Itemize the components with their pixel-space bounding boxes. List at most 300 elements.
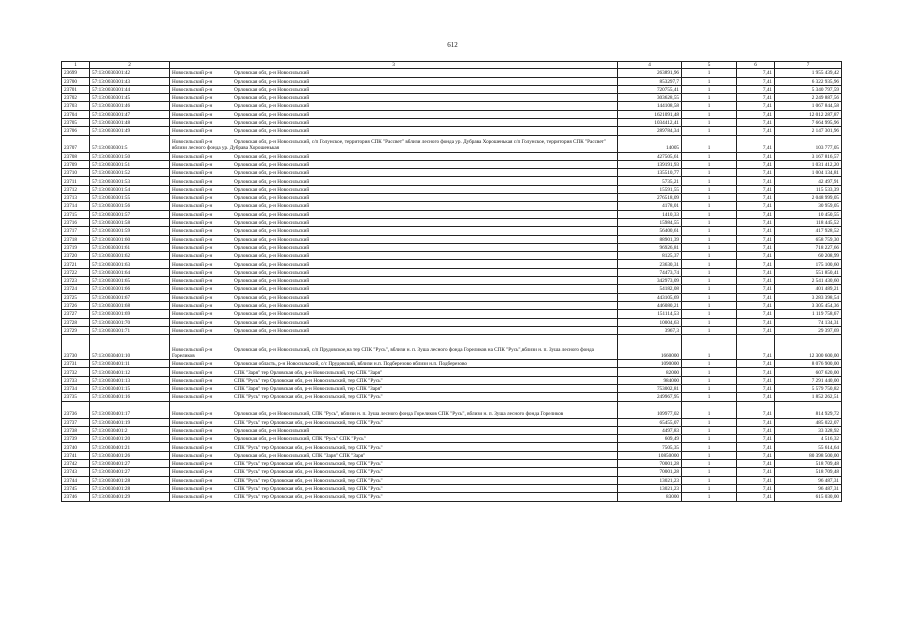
table-row <box>62 218 842 226</box>
address-text: Орловская обл, р-н Новосильский, СПК "Русь" СПК "Русь" <box>234 436 366 443</box>
rate-cell: 7,41 <box>737 285 775 293</box>
rate-cell: 7,41 <box>737 169 775 177</box>
table-row <box>62 85 842 93</box>
rate-cell: 7,41 <box>737 102 775 110</box>
row-number-cell: 23733 <box>62 376 90 384</box>
table-row <box>62 185 842 193</box>
area-cell: 1034412,41 <box>618 118 682 126</box>
district-label: Новосильский р-н <box>172 195 213 202</box>
cadastral-number-cell: 57:13:0030301:62 <box>90 252 170 260</box>
rate-cell: 7,41 <box>737 202 775 210</box>
area-cell: 135510,77 <box>618 169 682 177</box>
address-text: Орловская обл, р-н Новосильский <box>234 128 310 135</box>
row-number-cell: 23744 <box>62 476 90 484</box>
district-label: Новосильский р-н <box>172 236 213 243</box>
value-cell: 60 208,99 <box>775 252 842 260</box>
cadastral-number-cell: 57:13:0030301:51 <box>90 160 170 168</box>
area-cell: 109977,02 <box>618 401 682 418</box>
value-cell: 29 397,69 <box>775 326 842 334</box>
table-row <box>62 435 842 443</box>
rate-cell: 7,41 <box>737 360 775 368</box>
table-row <box>62 310 842 318</box>
count-cell: 1 <box>682 177 737 185</box>
location-cell <box>170 360 618 368</box>
cadastral-number-cell: 57:13:0030401:13 <box>90 376 170 384</box>
location-cell <box>170 185 618 193</box>
table-row <box>62 160 842 168</box>
address-text: Орловская область, р-н Новосильский, с/с Прудовский, вблизи н.п. Подберезово вблизи н.п. Подберезово <box>234 361 468 368</box>
value-cell: 12 300 600,00 <box>775 335 842 360</box>
count-cell: 1 <box>682 252 737 260</box>
address-text: Орловская обл, р-н Новосильский <box>234 327 310 334</box>
header-cell: 3 <box>170 62 618 69</box>
row-number-cell: 23731 <box>62 360 90 368</box>
value-cell: 814 929,72 <box>775 401 842 418</box>
district-label: Новосильский р-н <box>172 361 213 368</box>
location-cell <box>170 368 618 376</box>
rate-cell: 7,41 <box>737 293 775 301</box>
district-label: Новосильский р-н <box>172 419 213 426</box>
cadastral-number-cell: 57:13:0030301:46 <box>90 102 170 110</box>
rate-cell: 7,41 <box>737 177 775 185</box>
value-cell: 80 398 500,00 <box>775 451 842 459</box>
area-cell: 10850000 <box>618 451 682 459</box>
value-cell: 55 614,64 <box>775 443 842 451</box>
district-label: Новосильский р-н <box>172 228 213 235</box>
rate-cell: 7,41 <box>737 135 775 152</box>
area-cell: 1660000 <box>618 335 682 360</box>
row-number-cell: 23710 <box>62 169 90 177</box>
value-cell: 401 489,21 <box>775 285 842 293</box>
count-cell: 1 <box>682 310 737 318</box>
address-text: СПК "Русь" тер Орловская обл, р-н Новосильский, тер СПК "Русь" <box>234 494 383 501</box>
count-cell: 1 <box>682 301 737 309</box>
address-text: Орловская обл, р-н Новосильский <box>234 427 310 434</box>
rate-cell: 7,41 <box>737 368 775 376</box>
rate-cell: 7,41 <box>737 326 775 334</box>
count-cell: 1 <box>682 360 737 368</box>
area-cell: 83000 <box>618 493 682 501</box>
count-cell: 1 <box>682 260 737 268</box>
district-label: Новосильский р-н <box>172 411 213 418</box>
table-row <box>62 301 842 309</box>
row-number-cell: 23734 <box>62 385 90 393</box>
value-cell: 518 709,48 <box>775 460 842 468</box>
row-number-cell: 23700 <box>62 77 90 85</box>
value-cell: 6 322 935,96 <box>775 77 842 85</box>
district-label: Новосильский р-н <box>172 286 213 293</box>
count-cell: 1 <box>682 94 737 102</box>
value-cell: 175 100,60 <box>775 260 842 268</box>
address-text: Орловская обл, р-н Новосильский <box>234 161 310 168</box>
location-cell <box>170 77 618 85</box>
row-number-cell: 23743 <box>62 468 90 476</box>
rate-cell: 7,41 <box>737 460 775 468</box>
cadastral-number-cell: 57:13:0030301:53 <box>90 177 170 185</box>
rate-cell: 7,41 <box>737 260 775 268</box>
row-number-cell: 23730 <box>62 335 90 360</box>
location-cell <box>170 335 618 360</box>
value-cell: 3 283 398,54 <box>775 293 842 301</box>
count-cell: 1 <box>682 160 737 168</box>
address-text: Орловская обл, р-н Новосильский <box>234 220 310 227</box>
table-row <box>62 376 842 384</box>
address-text: Орловская обл, р-н Новосильский <box>234 319 310 326</box>
area-cell: 88901,39 <box>618 235 682 243</box>
district-label: Новосильский р-н <box>172 311 213 318</box>
address-text: СПК "Русь" тер Орловская обл, р-н Новосильский, тер СПК "Русь" <box>234 477 383 484</box>
table-row <box>62 210 842 218</box>
value-cell: 718 227,66 <box>775 243 842 251</box>
location-cell <box>170 135 618 152</box>
district-label: Новосильский р-н <box>172 319 213 326</box>
district-label: Новосильский р-н <box>172 327 213 334</box>
table-row <box>62 177 842 185</box>
row-number-cell: 23714 <box>62 202 90 210</box>
cadastral-number-cell: 57:13:0030401:12 <box>90 368 170 376</box>
area-cell: 1090000 <box>618 360 682 368</box>
district-label: Новосильский р-н <box>172 294 213 301</box>
rate-cell: 7,41 <box>737 376 775 384</box>
header-cell: 7 <box>775 62 842 69</box>
address-text: Орловская обл, р-н Новосильский <box>234 286 310 293</box>
rate-cell: 7,41 <box>737 268 775 276</box>
area-cell: 13021,23 <box>618 484 682 492</box>
count-cell: 1 <box>682 401 737 418</box>
location-cell <box>170 393 618 401</box>
cadastral-number-cell: 57:13:0030301:65 <box>90 277 170 285</box>
rate-cell: 7,41 <box>737 185 775 193</box>
location-cell <box>170 243 618 251</box>
area-cell: 70001,28 <box>618 468 682 476</box>
address-text: Орловская обл, р-н Новосильский <box>234 244 310 251</box>
header-cell: 6 <box>737 62 775 69</box>
cadastral-number-cell: 57:13:0030401:17 <box>90 401 170 418</box>
district-label: Новосильский р-н <box>172 269 213 276</box>
row-number-cell: 23727 <box>62 310 90 318</box>
row-number-cell: 23746 <box>62 493 90 501</box>
rate-cell: 7,41 <box>737 426 775 434</box>
value-cell: 518 709,48 <box>775 468 842 476</box>
area-cell: 14005 <box>618 135 682 152</box>
rate-cell: 7,41 <box>737 401 775 418</box>
area-cell: 446080,21 <box>618 301 682 309</box>
value-cell: 118 445,52 <box>775 218 842 226</box>
address-text: Орловская обл, р-н Новосильский <box>234 186 310 193</box>
table-row <box>62 318 842 326</box>
table-row <box>62 293 842 301</box>
district-label: Новосильский р-н <box>172 128 213 135</box>
location-cell <box>170 468 618 476</box>
address-text: СПК "Русь" тер Орловская обл, р-н Новосильский, тер СПК "Русь" <box>234 469 383 476</box>
count-cell: 1 <box>682 418 737 426</box>
cadastral-number-cell: 57:13:0030301:70 <box>90 318 170 326</box>
rate-cell: 7,41 <box>737 110 775 118</box>
count-cell: 1 <box>682 393 737 401</box>
rate-cell: 7,41 <box>737 152 775 160</box>
district-label: Новосильский р-н <box>172 346 213 353</box>
cadastral-number-cell: 57:13:0030301:5 <box>90 135 170 152</box>
district-label: Новосильский р-н <box>172 444 213 451</box>
count-cell: 1 <box>682 77 737 85</box>
row-number-cell: 23721 <box>62 260 90 268</box>
table-row <box>62 468 842 476</box>
rate-cell: 7,41 <box>737 69 775 77</box>
table-row <box>62 194 842 202</box>
row-number-cell: 23720 <box>62 252 90 260</box>
location-cell <box>170 169 618 177</box>
rate-cell: 7,41 <box>737 310 775 318</box>
district-label: Новосильский р-н <box>172 86 213 93</box>
area-cell: 151114,53 <box>618 310 682 318</box>
count-cell: 1 <box>682 443 737 451</box>
count-cell: 1 <box>682 135 737 152</box>
area-cell: 249967,95 <box>618 393 682 401</box>
count-cell: 1 <box>682 277 737 285</box>
area-cell: 853297,7 <box>618 77 682 85</box>
value-cell: 1 119 758,67 <box>775 310 842 318</box>
cadastral-table <box>61 61 842 502</box>
row-number-cell: 23739 <box>62 435 90 443</box>
header-cell: 2 <box>90 62 170 69</box>
rate-cell: 7,41 <box>737 252 775 260</box>
location-cell <box>170 493 618 501</box>
value-cell: 1 004 134,81 <box>775 169 842 177</box>
table-row <box>62 235 842 243</box>
location-cell <box>170 326 618 334</box>
row-number-cell: 23711 <box>62 177 90 185</box>
row-number-cell: 23705 <box>62 118 90 126</box>
table-row <box>62 335 842 360</box>
row-number-cell: 23715 <box>62 210 90 218</box>
area-cell: 65455,07 <box>618 418 682 426</box>
row-number-cell: 23719 <box>62 243 90 251</box>
area-cell: 139191,93 <box>618 160 682 168</box>
rate-cell: 7,41 <box>737 451 775 459</box>
value-cell: 5 579 750,82 <box>775 385 842 393</box>
count-cell: 1 <box>682 169 737 177</box>
district-label: Новосильский р-н <box>172 244 213 251</box>
table-row <box>62 260 842 268</box>
count-cell: 1 <box>682 484 737 492</box>
value-cell: 2 249 887,56 <box>775 94 842 102</box>
rate-cell: 7,41 <box>737 393 775 401</box>
table-row <box>62 326 842 334</box>
cadastral-number-cell: 57:13:0030301:66 <box>90 285 170 293</box>
address-text: СПК "Русь" тер Орловская обл, р-н Новосильский, тер СПК "Русь" <box>234 461 383 468</box>
cadastral-number-cell: 57:13:0030301:48 <box>90 118 170 126</box>
value-cell: 1 852 262,51 <box>775 393 842 401</box>
value-cell: 607 620,00 <box>775 368 842 376</box>
rate-cell: 7,41 <box>737 127 775 135</box>
rate-cell: 7,41 <box>737 418 775 426</box>
row-number-cell: 23707 <box>62 135 90 152</box>
count-cell: 1 <box>682 110 737 118</box>
area-cell: 303628,55 <box>618 94 682 102</box>
rate-cell: 7,41 <box>737 301 775 309</box>
rate-cell: 7,41 <box>737 243 775 251</box>
row-number-cell: 23706 <box>62 127 90 135</box>
address-text: СПК "Русь" тер Орловская обл, р-н Новосильский, тер СПК "Русь" <box>234 419 383 426</box>
rate-cell: 7,41 <box>737 484 775 492</box>
area-cell: 82000 <box>618 368 682 376</box>
district-label: Новосильский р-н <box>172 153 213 160</box>
area-cell: 15591,55 <box>618 185 682 193</box>
table-row <box>62 135 842 152</box>
header-row <box>62 62 842 69</box>
district-label: Новосильский р-н <box>172 78 213 85</box>
district-label: Новосильский р-н <box>172 461 213 468</box>
district-label: Новосильский р-н <box>172 394 213 401</box>
rate-cell: 7,41 <box>737 318 775 326</box>
count-cell: 1 <box>682 243 737 251</box>
count-cell: 1 <box>682 293 737 301</box>
cadastral-number-cell: 57:13:0030401:11 <box>90 360 170 368</box>
cadastral-number-cell: 57:13:0030301:44 <box>90 85 170 93</box>
header-cell: 4 <box>618 62 682 69</box>
address-text: Орловская обл, р-н Новосильский <box>234 120 310 127</box>
address-text: Орловская обл, р-н Новосильский <box>234 211 310 218</box>
location-cell <box>170 484 618 492</box>
cadastral-number-cell: 57:13:0030401:27 <box>90 460 170 468</box>
address-text: Орловская обл, р-н Новосильский, СПК "Заря" СПК "Заря" <box>234 452 366 459</box>
row-number-cell: 23729 <box>62 326 90 334</box>
table-row <box>62 493 842 501</box>
count-cell: 1 <box>682 318 737 326</box>
district-label: Новосильский р-н <box>172 161 213 168</box>
value-cell: 12 012 287,87 <box>775 110 842 118</box>
count-cell: 1 <box>682 127 737 135</box>
area-cell: 56400,61 <box>618 227 682 235</box>
cadastral-number-cell: 57:13:0030301:49 <box>90 127 170 135</box>
row-number-cell: 23722 <box>62 268 90 276</box>
cadastral-number-cell: 57:13:0030401:10 <box>90 335 170 360</box>
count-cell: 1 <box>682 426 737 434</box>
address-text: Орловская обл, р-н Новосильский <box>234 111 310 118</box>
value-cell: 658 759,30 <box>775 235 842 243</box>
area-cell: 720755,41 <box>618 85 682 93</box>
location-cell <box>170 118 618 126</box>
table-row <box>62 243 842 251</box>
count-cell: 1 <box>682 152 737 160</box>
district-label: Новосильский р-н <box>172 261 213 268</box>
address-text: СПК "Заря" тер Орловская обл, р-н Новосильский, тер СПК "Заря" <box>234 369 383 376</box>
row-number-cell: 23732 <box>62 368 90 376</box>
cadastral-number-cell: 57:13:0030301:54 <box>90 185 170 193</box>
location-cell <box>170 418 618 426</box>
value-cell: 2 147 301,96 <box>775 127 842 135</box>
rate-cell: 7,41 <box>737 77 775 85</box>
row-number-cell: 23740 <box>62 443 90 451</box>
location-cell <box>170 69 618 77</box>
cadastral-number-cell: 57:13:0030401:28 <box>90 484 170 492</box>
table-row <box>62 169 842 177</box>
address-text: Орловская обл, р-н Новосильский <box>234 153 310 160</box>
value-cell: 5 340 797,59 <box>775 85 842 93</box>
district-label: Новосильский р-н <box>172 278 213 285</box>
cadastral-number-cell: 57:13:0030301:64 <box>90 268 170 276</box>
table-row <box>62 418 842 426</box>
location-cell <box>170 301 618 309</box>
area-cell: 753002,81 <box>618 385 682 393</box>
address-text: Орловская обл, р-н Новосильский <box>234 70 310 77</box>
rate-cell: 7,41 <box>737 85 775 93</box>
location-cell <box>170 476 618 484</box>
address-text: Орловская обл, р-н Новосильский <box>234 103 310 110</box>
cadastral-number-cell: 57:13:0030401:2 <box>90 426 170 434</box>
value-cell: 74 134,31 <box>775 318 842 326</box>
row-number-cell: 23724 <box>62 285 90 293</box>
cadastral-number-cell: 57:13:0030301:42 <box>90 69 170 77</box>
location-cell <box>170 152 618 160</box>
location-cell <box>170 227 618 235</box>
page-number: 612 <box>447 41 458 49</box>
area-cell: 5735,21 <box>618 177 682 185</box>
address-text: Орловская обл, р-н Новосильский <box>234 195 310 202</box>
area-cell: 7505,35 <box>618 443 682 451</box>
location-cell <box>170 385 618 393</box>
district-label: Новосильский р-н <box>172 120 213 127</box>
location-cell <box>170 451 618 459</box>
location-cell <box>170 277 618 285</box>
count-cell: 1 <box>682 368 737 376</box>
row-number-cell: 23742 <box>62 460 90 468</box>
location-cell <box>170 268 618 276</box>
value-cell: 3 167 816,57 <box>775 152 842 160</box>
row-number-cell: 23699 <box>62 69 90 77</box>
row-number-cell: 23704 <box>62 110 90 118</box>
header-cell: 5 <box>682 62 737 69</box>
cadastral-number-cell: 57:13:0030301:52 <box>90 169 170 177</box>
value-cell: 485 022,07 <box>775 418 842 426</box>
count-cell: 1 <box>682 385 737 393</box>
location-cell <box>170 102 618 110</box>
rate-cell: 7,41 <box>737 277 775 285</box>
district-label: Новосильский р-н <box>172 369 213 376</box>
district-label: Новосильский р-н <box>172 494 213 501</box>
value-cell: 2 048 999,05 <box>775 194 842 202</box>
value-cell: 7 291 440,00 <box>775 376 842 384</box>
table-row <box>62 385 842 393</box>
value-cell: 42 497,91 <box>775 177 842 185</box>
row-number-cell: 23718 <box>62 235 90 243</box>
table-row <box>62 268 842 276</box>
row-number-cell: 23716 <box>62 218 90 226</box>
table-row <box>62 393 842 401</box>
location-cell <box>170 110 618 118</box>
address-text: Орловская обл, р-н Новосильский <box>234 78 310 85</box>
table-row <box>62 152 842 160</box>
district-label: Новосильский р-н <box>172 486 213 493</box>
table-row <box>62 476 842 484</box>
address-text: Орловская обл, р-н Новосильский, с/п Голунское, территория СПК "Рассвет" вблизи лесного фонда ур. Дубрава Хорошенькая с/п Голунское, территория СПК "Рассвет" вблизи лесного фонда ур. Дубрава Хорошенькая <box>172 139 607 152</box>
value-cell: 7 664 995,96 <box>775 118 842 126</box>
value-cell: 1 955 439,42 <box>775 69 842 77</box>
table-row <box>62 360 842 368</box>
area-cell: 74473,74 <box>618 268 682 276</box>
cadastral-number-cell: 57:13:0030301:47 <box>90 110 170 118</box>
cadastral-number-cell: 57:13:0030401:19 <box>90 418 170 426</box>
cadastral-number-cell: 57:13:0030301:45 <box>90 94 170 102</box>
area-cell: 15984,55 <box>618 218 682 226</box>
count-cell: 1 <box>682 326 737 334</box>
table-row <box>62 426 842 434</box>
area-cell: 443105,69 <box>618 293 682 301</box>
count-cell: 1 <box>682 493 737 501</box>
location-cell <box>170 218 618 226</box>
rate-cell: 7,41 <box>737 443 775 451</box>
count-cell: 1 <box>682 194 737 202</box>
